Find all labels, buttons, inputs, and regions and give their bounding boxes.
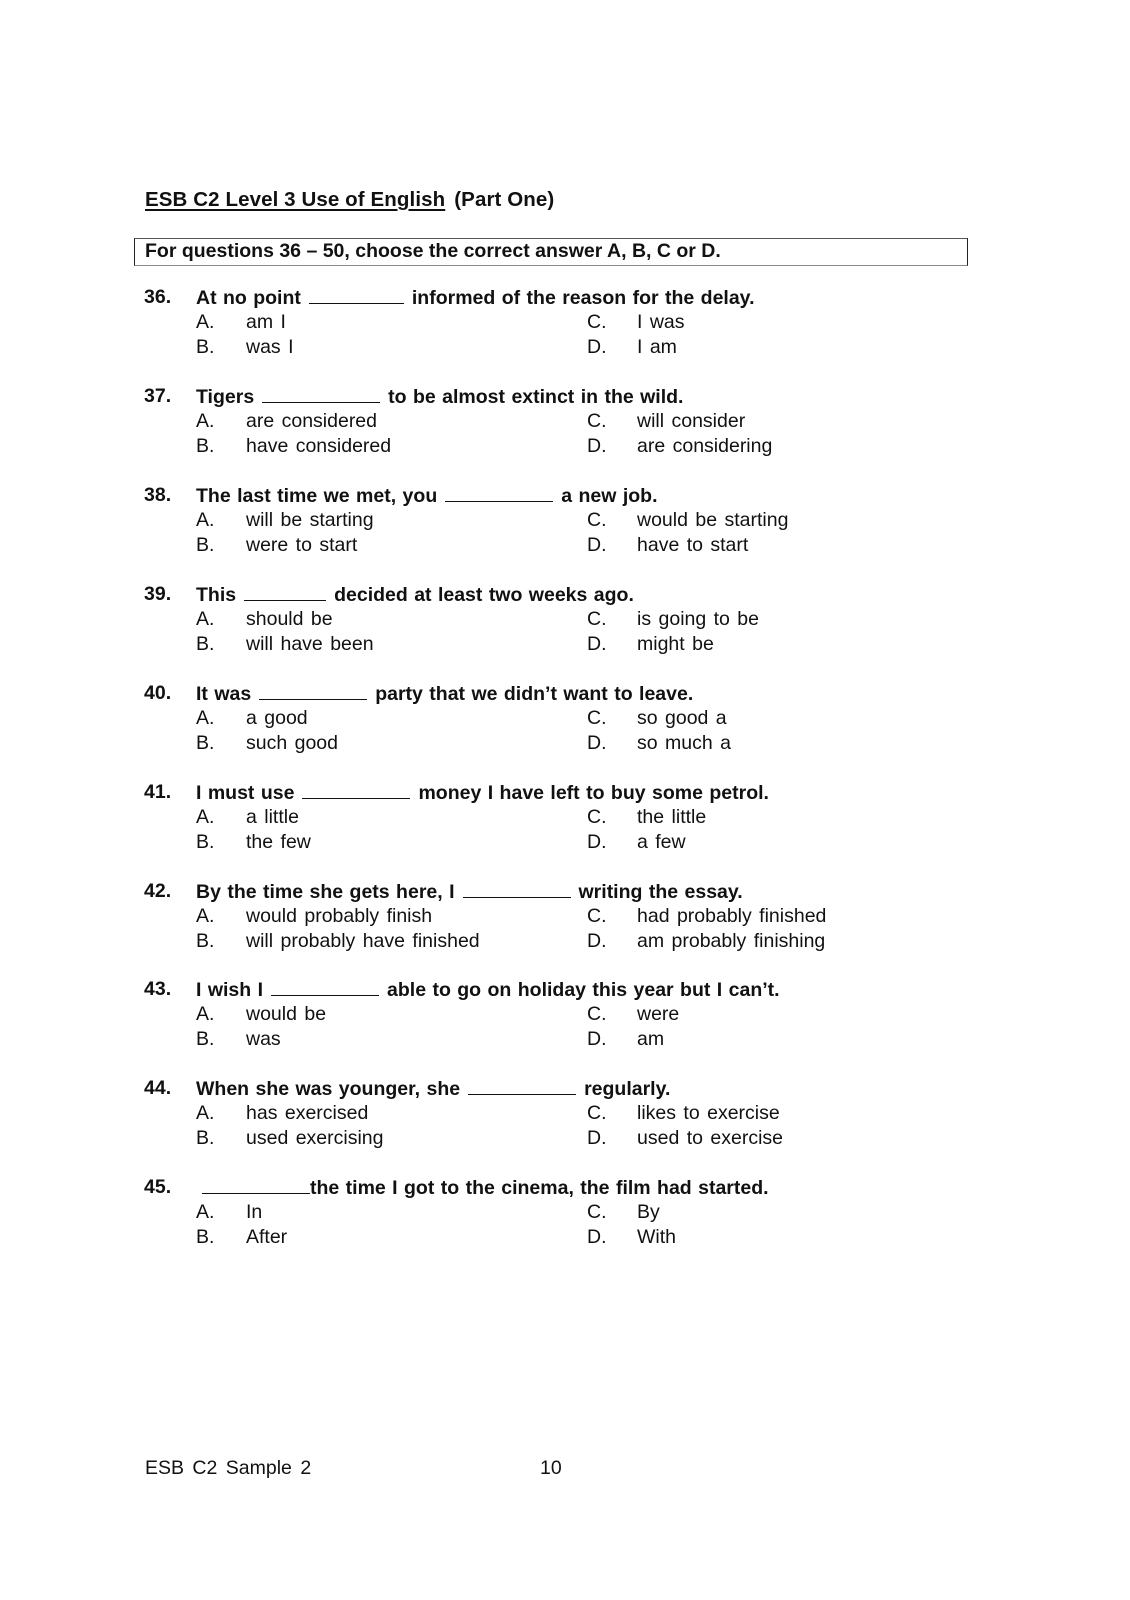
answer-gap: [468, 1076, 576, 1095]
option-text: would be: [246, 1003, 327, 1025]
question-stem: [144, 582, 1004, 607]
question-42: [144, 879, 1004, 954]
question-sentence: [196, 879, 743, 905]
option-letter: D.: [587, 336, 607, 358]
answer-gap: [463, 879, 571, 898]
option-text: used exercising: [246, 1127, 384, 1149]
question-sentence: [196, 285, 755, 311]
option-text: am probably finishing: [637, 930, 826, 952]
option-text: should be: [246, 608, 333, 630]
option-text: might be: [637, 633, 714, 655]
option-text: was: [246, 1028, 281, 1050]
answer-options: [144, 409, 1004, 459]
option-letter: A.: [196, 608, 215, 630]
option-text: is going to be: [637, 608, 760, 630]
question-number: 38.: [144, 484, 172, 506]
option-letter: B.: [196, 336, 215, 358]
option-text: a few: [637, 831, 686, 853]
question-number: 41.: [144, 781, 172, 803]
answer-gap: [445, 483, 553, 502]
option-letter: C.: [587, 1003, 607, 1025]
option-text: would be starting: [637, 509, 789, 531]
question-number: 44.: [144, 1077, 172, 1099]
option-text: will probably have finished: [246, 930, 480, 952]
question-number: 40.: [144, 682, 172, 704]
question-sentence: [196, 1076, 670, 1102]
question-stem: [144, 483, 1004, 508]
option-text: likes to exercise: [637, 1102, 780, 1124]
option-letter: B.: [196, 1028, 215, 1050]
question-stem: [144, 780, 1004, 805]
question-stem: [144, 681, 1004, 706]
question-sentence: [196, 681, 693, 707]
answer-options: [144, 805, 1004, 855]
option-letter: B.: [196, 633, 215, 655]
answer-options: [144, 1200, 1004, 1250]
sentence-before-gap: It was: [196, 683, 252, 705]
option-text: had probably finished: [637, 905, 827, 927]
sentence-after-gap: to be almost extinct in the wild.: [388, 386, 684, 408]
answer-gap: [309, 285, 404, 304]
answer-options: [144, 904, 1004, 954]
option-letter: A.: [196, 311, 215, 333]
answer-options: [144, 706, 1004, 756]
question-number: 39.: [144, 583, 172, 605]
option-text: With: [637, 1226, 676, 1248]
option-text: so much a: [637, 732, 731, 754]
option-text: were to start: [246, 534, 358, 556]
question-stem: [144, 384, 1004, 409]
sentence-before-gap: I must use: [196, 782, 295, 804]
sentence-before-gap: Tigers: [196, 386, 255, 408]
question-sentence: [196, 582, 634, 608]
option-letter: A.: [196, 1102, 215, 1124]
option-letter: C.: [587, 806, 607, 828]
option-text: are considering: [637, 435, 773, 457]
option-text: the few: [246, 831, 311, 853]
question-number: 37.: [144, 385, 172, 407]
option-text: By: [637, 1201, 660, 1223]
option-text: a little: [246, 806, 299, 828]
option-letter: C.: [587, 311, 607, 333]
sentence-after-gap: party that we didn’t want to leave.: [375, 683, 694, 705]
sentence-after-gap: writing the essay.: [578, 881, 743, 903]
question-40: [144, 681, 1004, 756]
option-text: will have been: [246, 633, 374, 655]
sentence-after-gap: a new job.: [561, 485, 658, 507]
answer-gap: [302, 780, 410, 799]
option-text: was I: [246, 336, 294, 358]
option-text: I am: [637, 336, 677, 358]
question-number: 45.: [144, 1176, 172, 1198]
question-sentence: [196, 483, 658, 509]
question-sentence: [196, 384, 683, 410]
question-number: 36.: [144, 286, 172, 308]
sentence-after-gap: money I have left to buy some petrol.: [418, 782, 769, 804]
option-text: will consider: [637, 410, 746, 432]
sentence-after-gap: the time I got to the cinema, the film had started.: [310, 1177, 769, 1199]
page-header: [145, 188, 554, 212]
instruction-text: For questions 36 – 50, choose the correct answer A, B, C or D.: [145, 240, 721, 262]
option-letter: C.: [587, 608, 607, 630]
option-letter: C.: [587, 1201, 607, 1223]
option-letter: C.: [587, 410, 607, 432]
option-letter: A.: [196, 806, 215, 828]
question-stem: [144, 1175, 1004, 1200]
option-letter: C.: [587, 1102, 607, 1124]
answer-options: [144, 508, 1004, 558]
question-number: 42.: [144, 880, 172, 902]
sentence-before-gap: I wish I: [196, 979, 264, 1001]
question-44: [144, 1076, 1004, 1151]
page-number: 10: [540, 1457, 562, 1479]
option-letter: D.: [587, 732, 607, 754]
footer-sample-label: ESB C2 Sample 2: [145, 1457, 312, 1479]
question-stem: [144, 285, 1004, 310]
option-text: have to start: [637, 534, 749, 556]
sentence-before-gap: When she was younger, she: [196, 1078, 461, 1100]
question-stem: [144, 1076, 1004, 1101]
question-39: [144, 582, 1004, 657]
option-letter: A.: [196, 1201, 215, 1223]
answer-gap: [202, 1175, 310, 1194]
exam-title: ESB C2 Level 3 Use of English: [145, 188, 446, 211]
option-text: so good a: [637, 707, 727, 729]
option-letter: B.: [196, 930, 215, 952]
option-letter: B.: [196, 732, 215, 754]
option-letter: C.: [587, 905, 607, 927]
sentence-before-gap: By the time she gets here, I: [196, 881, 455, 903]
option-letter: D.: [587, 831, 607, 853]
question-41: [144, 780, 1004, 855]
option-text: has exercised: [246, 1102, 369, 1124]
option-text: will be starting: [246, 509, 374, 531]
option-letter: D.: [587, 435, 607, 457]
option-letter: A.: [196, 410, 215, 432]
option-text: used to exercise: [637, 1127, 783, 1149]
option-text: were: [637, 1003, 680, 1025]
sentence-before-gap: At no point: [196, 287, 301, 309]
option-text: have considered: [246, 435, 392, 457]
answer-options: [144, 1002, 1004, 1052]
answer-gap: [244, 582, 326, 601]
option-text: such good: [246, 732, 338, 754]
sentence-before-gap: The last time we met, you: [196, 485, 438, 507]
option-letter: B.: [196, 435, 215, 457]
option-letter: D.: [587, 534, 607, 556]
question-stem: [144, 879, 1004, 904]
question-36: [144, 285, 1004, 360]
option-text: I was: [637, 311, 685, 333]
question-sentence: [196, 977, 780, 1003]
answer-gap: [259, 681, 367, 700]
answer-options: [144, 607, 1004, 657]
answer-options: [144, 1101, 1004, 1151]
option-text: am I: [246, 311, 286, 333]
question-43: [144, 977, 1004, 1052]
option-text: a good: [246, 707, 308, 729]
option-letter: A.: [196, 707, 215, 729]
question-stem: [144, 977, 1004, 1002]
option-letter: C.: [587, 707, 607, 729]
option-letter: D.: [587, 1226, 607, 1248]
option-letter: B.: [196, 831, 215, 853]
option-text: would probably finish: [246, 905, 433, 927]
sentence-after-gap: regularly.: [584, 1078, 671, 1100]
answer-options: [144, 310, 1004, 360]
answer-gap: [262, 384, 380, 403]
answer-gap: [271, 977, 379, 996]
instruction-box: [134, 238, 968, 266]
sentence-after-gap: decided at least two weeks ago.: [334, 584, 634, 606]
question-38: [144, 483, 1004, 558]
option-letter: A.: [196, 1003, 215, 1025]
sentence-before-gap: This: [196, 584, 237, 606]
exam-part: (Part One): [454, 188, 555, 211]
option-text: am: [637, 1028, 665, 1050]
question-45: [144, 1175, 1004, 1250]
option-letter: C.: [587, 509, 607, 531]
option-letter: A.: [196, 509, 215, 531]
option-text: After: [246, 1226, 288, 1248]
question-sentence: [196, 780, 769, 806]
option-letter: B.: [196, 534, 215, 556]
option-text: In: [246, 1201, 263, 1223]
question-number: 43.: [144, 978, 172, 1000]
question-37: [144, 384, 1004, 459]
sentence-after-gap: informed of the reason for the delay.: [411, 287, 755, 309]
option-letter: B.: [196, 1127, 215, 1149]
option-letter: A.: [196, 905, 215, 927]
option-letter: B.: [196, 1226, 215, 1248]
option-text: the little: [637, 806, 707, 828]
option-text: are considered: [246, 410, 377, 432]
sentence-after-gap: able to go on holiday this year but I can’t.: [387, 979, 780, 1001]
option-letter: D.: [587, 1127, 607, 1149]
option-letter: D.: [587, 1028, 607, 1050]
question-sentence: [196, 1175, 769, 1201]
option-letter: D.: [587, 633, 607, 655]
option-letter: D.: [587, 930, 607, 952]
